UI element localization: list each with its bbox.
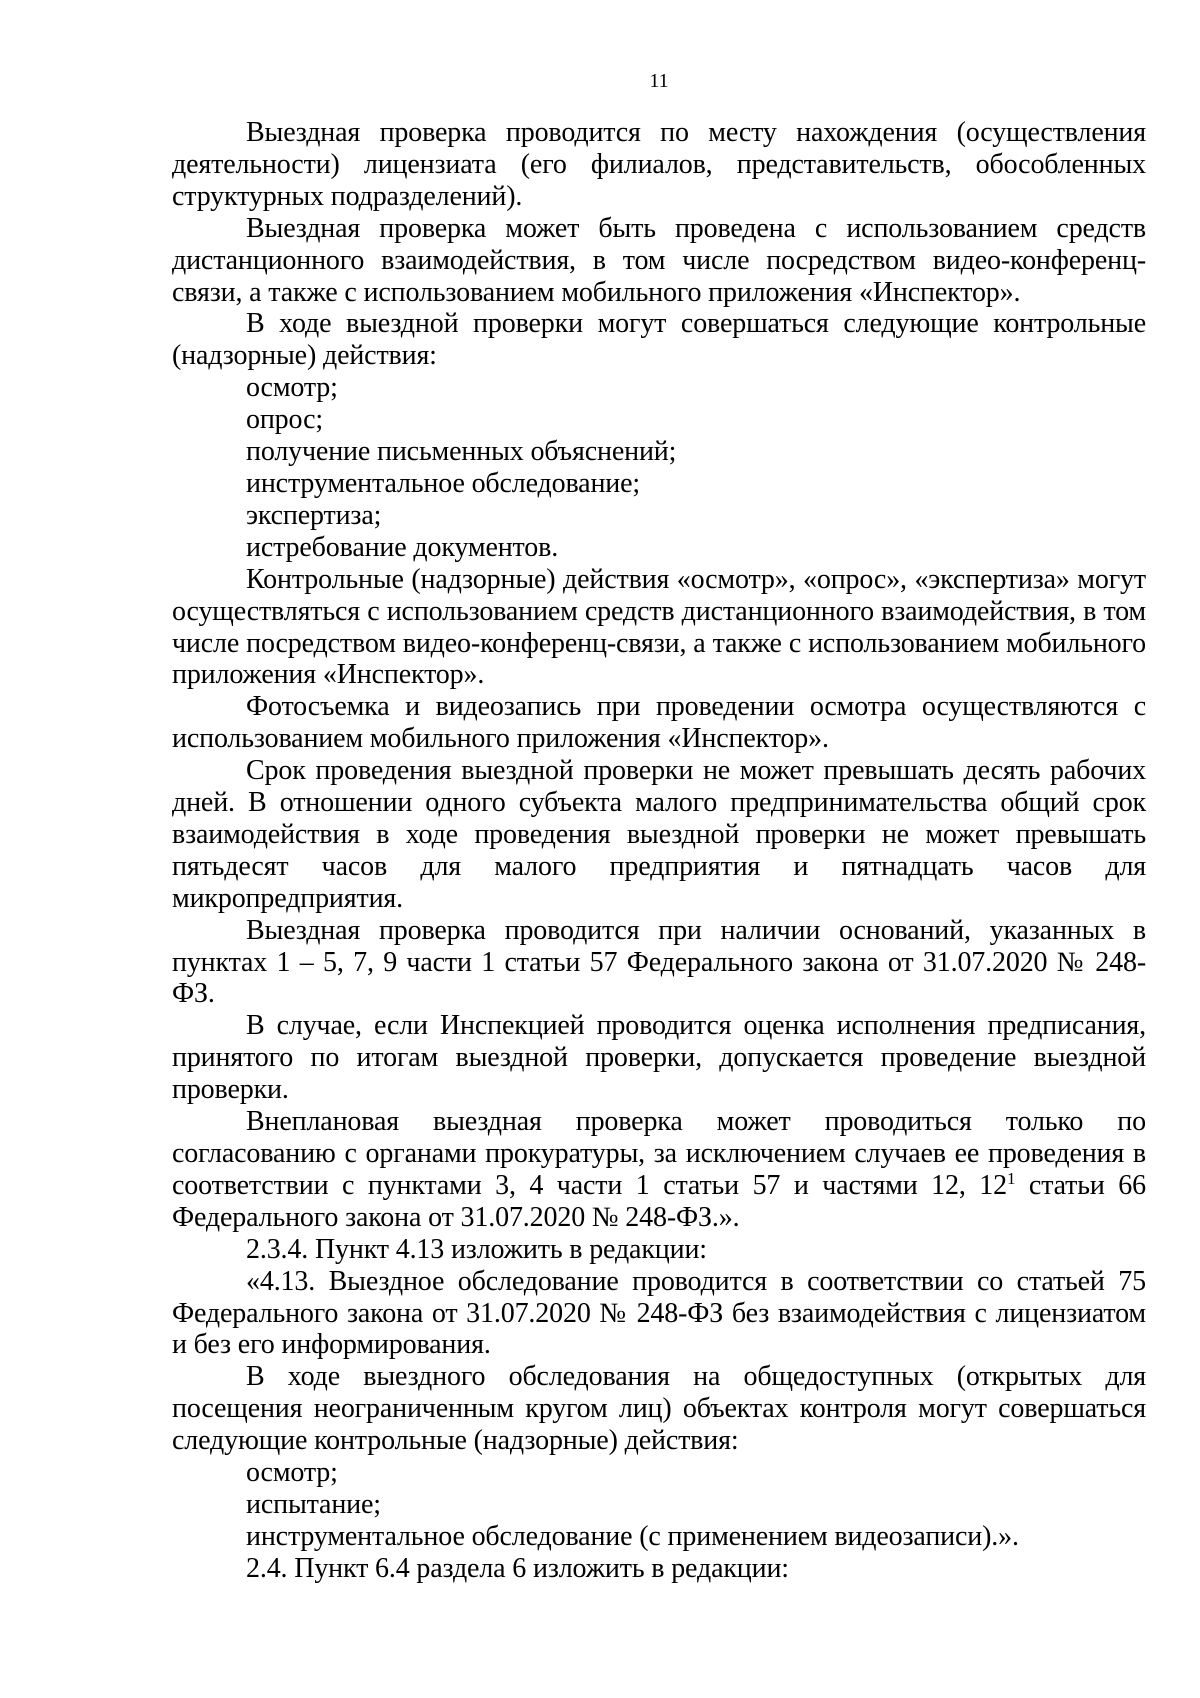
text-fragment: Внеплановая выездная проверка может проводиться только по согласованию с органами прокуратуры, за исключением случаев ее проведения в соответствии с пунктами 3, 4 части 1 статьи 57 и частями 12, 12 <box>172 1106 1146 1201</box>
text-fragment: статьи 66 Федерального закона от 31.07.2020 № 248-ФЗ.». <box>172 1169 1146 1233</box>
paragraph-clause-2-4: 2.4. Пункт 6.4 раздела 6 изложить в редакции: <box>246 1552 789 1584</box>
list-item: опрос; <box>246 404 323 436</box>
paragraph-on-site-survey-actions: В ходе выездного обследования на общедоступных (открытых для посещения неограниченным кругом лиц) объектах контроля могут совершаться следующие контрольные (надзорные) действия: <box>172 1361 1146 1457</box>
list-item: истребование документов. <box>246 531 559 563</box>
paragraph-inspection-grounds: Выездная проверка проводится при наличии оснований, указанных в пунктах 1 – 5, 7, 9 части 1 статьи 57 Федерального закона от 31.07.2020 № 248-ФЗ. <box>172 914 1146 1010</box>
paragraph-order-evaluation: В случае, если Инспекцией проводится оценка исполнения предписания, принятого по итогам выездной проверки, допускается проведение выездной проверки. <box>172 1010 1146 1106</box>
paragraph-remote-interaction: Выездная проверка может быть проведена с использованием средств дистанционного взаимодействия, в том числе посредством видео-конференц-связи, а также с использованием мобильного приложения «Инспектор». <box>172 212 1146 308</box>
document-body <box>172 117 1146 1585</box>
paragraph-photo-video: Фотосъемка и видеозапись при проведении осмотра осуществляются с использованием мобильного приложения «Инспектор». <box>172 691 1146 755</box>
superscript: 1 <box>1006 1168 1016 1188</box>
list-item: осмотр; <box>246 372 338 404</box>
paragraph-unscheduled-inspection <box>172 1106 1146 1234</box>
list-item: получение письменных объяснений; <box>246 436 677 468</box>
paragraph-remote-actions: Контрольные (надзорные) действия «осмотр», «опрос», «экспертиза» могут осуществляться с использованием средств дистанционного взаимодействия, в том числе посредством видео-конференц-связи, а также с использованием мобильного приложения «Инспектор». <box>172 563 1146 691</box>
paragraph-inspection-location: Выездная проверка проводится по месту нахождения (осуществления деятельности) лицензиата (его филиалов, представительств, обособленных структурных подразделений). <box>172 117 1146 212</box>
list-item: инструментальное обследование; <box>246 467 641 499</box>
list-item: осмотр; <box>246 1457 338 1489</box>
list-item: инструментальное обследование (с применением видеозаписи).». <box>246 1520 1019 1552</box>
list-item: экспертиза; <box>246 499 382 531</box>
paragraph-clause-4-13: «4.13. Выездное обследование проводится в соответствии со статьей 75 Федерального закона от 31.07.2020 № 248-ФЗ без взаимодействия с лицензиатом и без его информирования. <box>172 1265 1146 1361</box>
list-item: испытание; <box>246 1488 381 1520</box>
paragraph-control-actions-intro: В ходе выездной проверки могут совершаться следующие контрольные (надзорные) действия: <box>172 308 1146 372</box>
paragraph-clause-2-3-4: 2.3.4. Пункт 4.13 изложить в редакции: <box>246 1233 707 1265</box>
page-number: 11 <box>649 70 669 92</box>
paragraph-inspection-duration: Срок проведения выездной проверки не может превышать десять рабочих дней. В отношении одного субъекта малого предпринимательства общий срок взаимодействия в ходе проведения выездной проверки не может превышать пятьдесят часов для малого предприятия и пятнадцать часов для микропредприятия. <box>172 755 1146 914</box>
